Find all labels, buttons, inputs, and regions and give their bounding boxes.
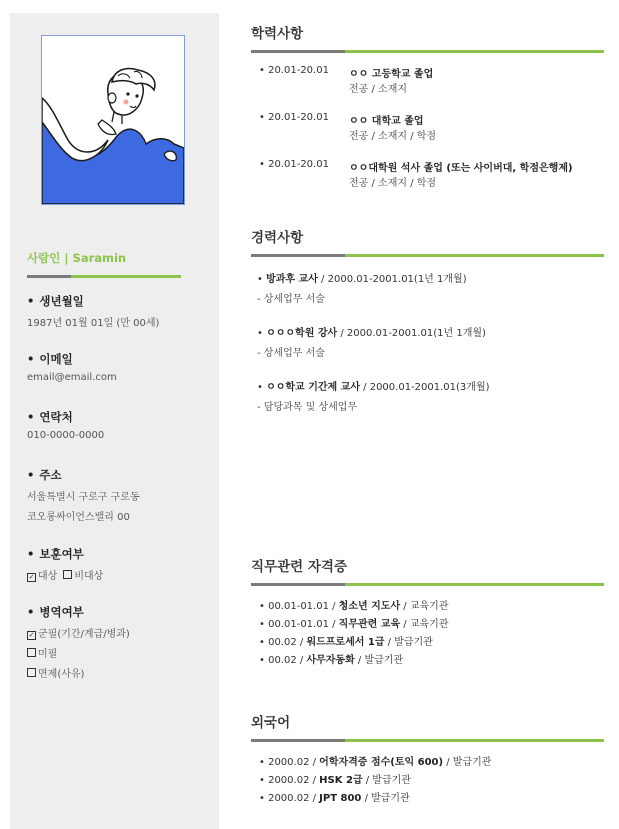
language-item: • 2000.02 / JPT 800 / 발급기관 xyxy=(259,793,410,804)
profile-sidebar xyxy=(10,13,219,829)
email-value: email@email.com xyxy=(27,372,117,383)
birthdate-value: 1987년 01월 01일 (만 00세) xyxy=(27,318,160,329)
certificate-item: • 00.02 / 사무자동화 / 발급기관 xyxy=(259,655,404,666)
email-block: • 이메일 email@email.com xyxy=(27,351,212,383)
military-label: 병역여부 xyxy=(39,605,84,619)
languages-title: 외국어 xyxy=(251,715,291,731)
address-block: • 주소 서울특별시 구로구 구로동 코오롱싸이언스밸리 00 xyxy=(27,467,212,523)
name-underline xyxy=(27,275,181,278)
career-item: • ㅇㅇㅇ학원 강사 / 2000.01-2001.01(1년 1개월) - 상세업무 서술 xyxy=(257,328,486,359)
career-underline xyxy=(251,254,604,257)
empty-box-icon xyxy=(27,648,36,657)
address-line-1: 서울특별시 구로구 구로동 xyxy=(27,492,140,503)
military-option-served[interactable]: ✓ 군필(기간/계급/병과) xyxy=(28,629,130,640)
veteran-block: • 보훈여부 ✓ 대상 비대상 xyxy=(27,547,104,582)
person-illustration-icon xyxy=(42,36,184,204)
certificates-title: 직무관련 자격증 xyxy=(251,559,347,575)
birthdate-block: • 생년월일 1987년 01월 01일 (만 00세) xyxy=(27,293,212,329)
profile-photo xyxy=(41,35,185,205)
phone-block: • 연락처 010-0000-0000 xyxy=(27,409,212,441)
veteran-option-target[interactable]: ✓ 대상 xyxy=(28,571,58,582)
address-line-2: 코오롱싸이언스밸리 00 xyxy=(27,512,130,523)
certificate-item: • 00.02 / 워드프로세서 1급 / 발급기관 xyxy=(259,637,433,648)
language-item: • 2000.02 / 어학자격증 점수(토익 600) / 발급기관 xyxy=(259,757,492,768)
languages-section xyxy=(251,711,604,811)
empty-box-icon xyxy=(27,668,36,677)
veteran-label: 보훈여부 xyxy=(39,547,84,561)
career-title: 경력사항 xyxy=(251,230,304,246)
military-block: • 병역여부 ✓ 군필(기간/계급/병과) 미필 면제(사유) xyxy=(27,604,212,680)
email-label: 이메일 xyxy=(39,352,73,366)
certificates-underline xyxy=(251,583,604,586)
address-label: 주소 xyxy=(39,468,62,482)
veteran-option-nontarget[interactable]: 비대상 xyxy=(63,571,103,582)
phone-value: 010-0000-0000 xyxy=(27,430,105,441)
language-item: • 2000.02 / HSK 2급 / 발급기관 xyxy=(259,775,411,786)
career-item: • 방과후 교사 / 2000.01-2001.01(1년 1개월) - 상세업무 서술 xyxy=(257,274,467,305)
military-option-unserved[interactable]: 미필 xyxy=(27,645,212,660)
certificates-section xyxy=(251,555,604,675)
certificate-item: • 00.01-01.01 / 직무관련 교육 / 교육기관 xyxy=(259,619,449,630)
education-title: 학력사항 xyxy=(251,26,304,42)
checked-box-icon: ✓ xyxy=(28,631,35,639)
empty-box-icon xyxy=(63,570,72,579)
profile-name: 사람인 | Saramin xyxy=(27,251,127,265)
languages-underline xyxy=(251,739,604,742)
career-item: • ㅇㅇ학교 기간제 교사 / 2000.01-2001.01(3개월) - 담당과목 및 상세업무 xyxy=(257,382,490,413)
education-underline xyxy=(251,50,604,53)
certificate-item: • 00.01-01.01 / 청소년 지도사 / 교육기관 xyxy=(259,601,449,612)
education-section: 학력사항 • 20.01-20.01 ㅇㅇ 고등학교 졸업 전공 / 소재지 • 20.01-20.01 ㅇㅇ 대학교 졸업 전공 / 소재지 / 학점 • 20.01-20.01 ㅇㅇ대학원 석사 졸업 (또는 사이버대, 학점은행제) 전공 / 소재지 / 학점 xyxy=(251,22,604,202)
phone-label: 연락처 xyxy=(39,410,73,424)
checked-box-icon: ✓ xyxy=(28,573,35,581)
career-section xyxy=(251,226,604,426)
birthdate-label: 생년월일 xyxy=(39,294,84,308)
military-option-exempt[interactable]: 면제(사유) xyxy=(27,665,212,680)
